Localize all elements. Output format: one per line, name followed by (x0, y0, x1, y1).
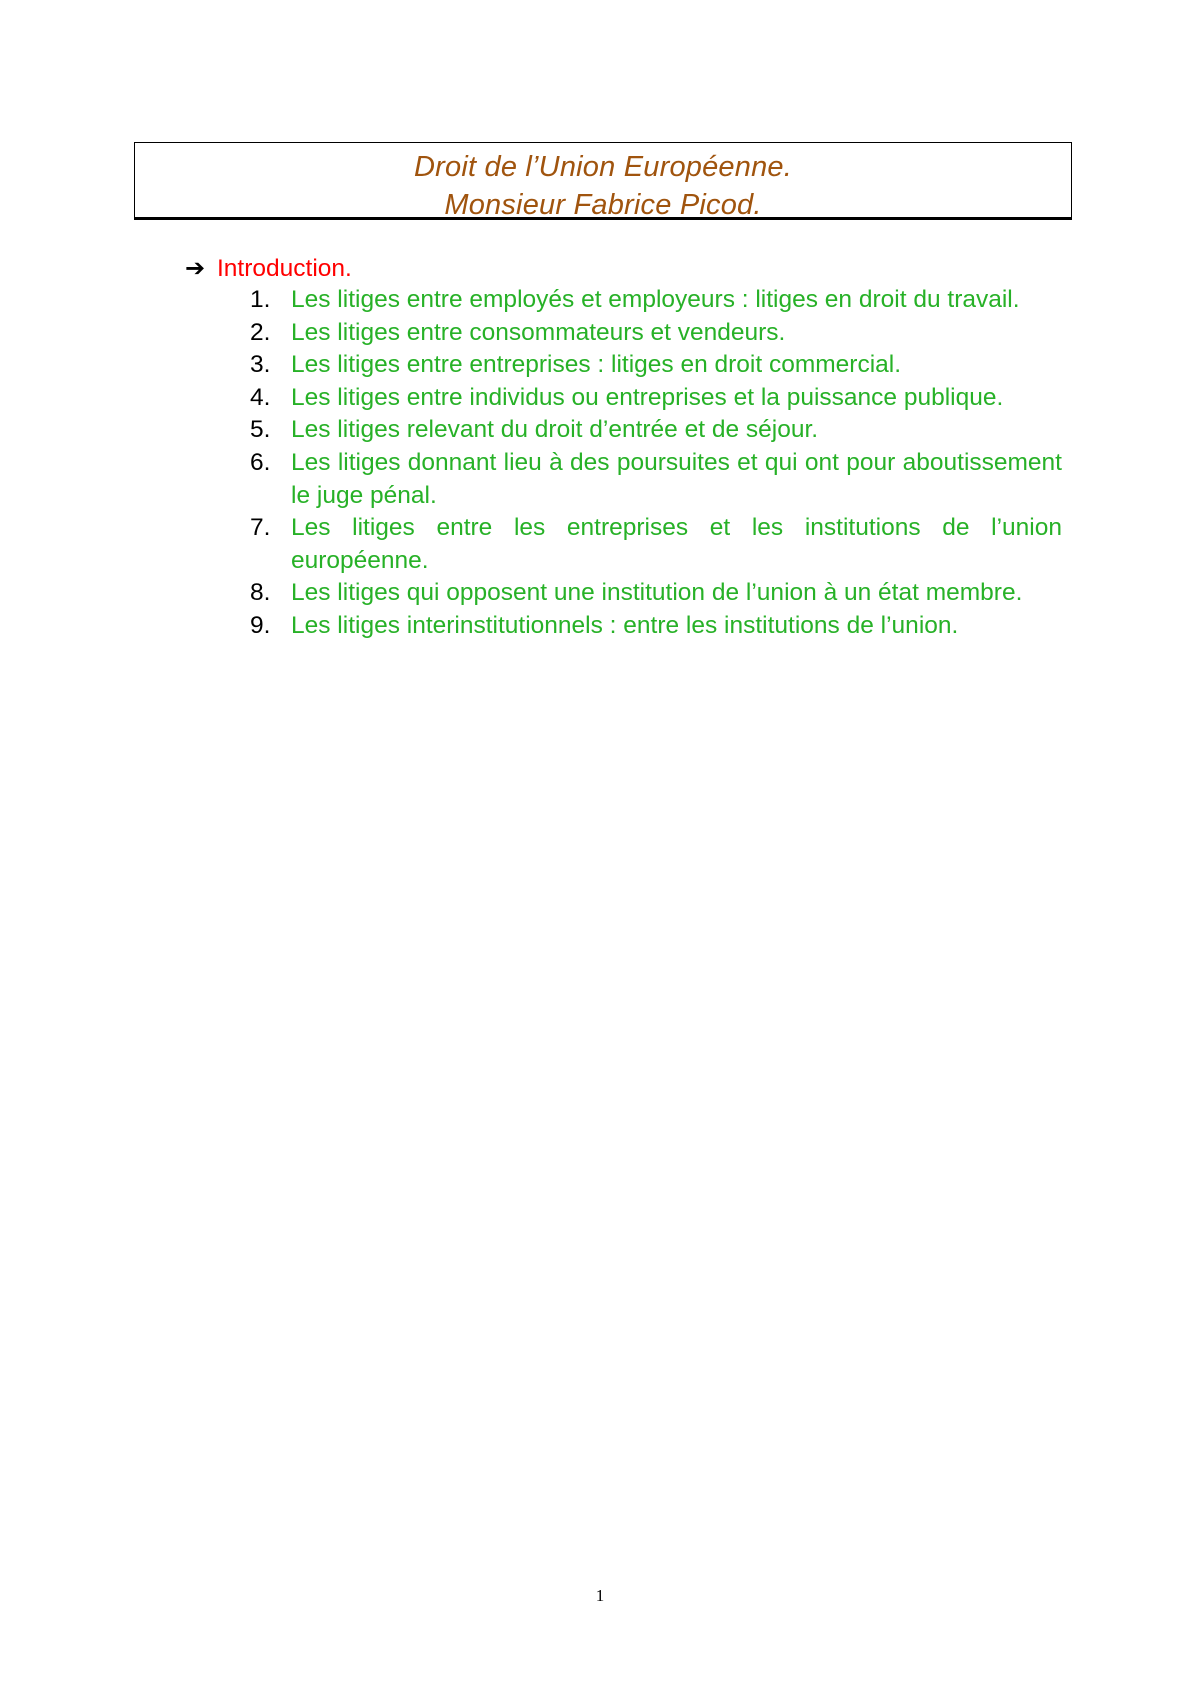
list-item-number: 5. (250, 416, 271, 444)
document-author: Monsieur Fabrice Picod. (444, 189, 762, 221)
list-item-text: Les litiges entre employés et employeurs : litiges en droit du travail. (291, 286, 1020, 313)
list-item-number: 4. (250, 383, 271, 411)
page-number: 1 (595, 1586, 605, 1605)
list-item-number: 1. (250, 286, 271, 313)
list-item (250, 382, 1062, 415)
list-item-number: 8. (250, 579, 271, 607)
list-item-text: Les litiges entre les entreprises et les institutions de l’union européenne. (291, 514, 1062, 574)
list-item-text: Les litiges interinstitutionnels : entre les institutions de l’union. (291, 611, 959, 639)
list-item-number: 6. (250, 448, 271, 476)
list-item (250, 512, 1062, 577)
list-item-number: 3. (250, 351, 271, 379)
section-heading: Introduction. (217, 255, 352, 282)
document-title: Droit de l’Union Européenne. (414, 151, 792, 183)
list-item-text: Les litiges entre individus ou entreprises et la puissance publique. (291, 383, 1004, 411)
list-item (250, 284, 1062, 317)
list-item (250, 317, 1062, 350)
list-item-text: Les litiges qui opposent une institution de l’union à un état membre. (291, 579, 1023, 607)
list-item-text: Les litiges entre consommateurs et vendeurs. (291, 318, 786, 346)
list-item-number: 7. (250, 514, 271, 542)
list-item-text: Les litiges entre entreprises : litiges en droit commercial. (291, 351, 902, 379)
list-item-text: Les litiges donnant lieu à des poursuites et qui ont pour aboutissement le juge pénal. (291, 448, 1062, 509)
list-item-number: 2. (250, 318, 271, 346)
list-item (250, 577, 1062, 610)
list-item (250, 414, 1062, 447)
title-box (134, 142, 1072, 220)
list-item (250, 447, 1062, 512)
list-item (250, 349, 1062, 382)
list-item (250, 610, 1062, 643)
section-heading-row (185, 252, 352, 286)
list-item-text: Les litiges relevant du droit d’entrée et de séjour. (291, 416, 819, 444)
litiges-list (250, 284, 1062, 643)
right-arrow-icon: ➔ (185, 254, 206, 282)
list-item-number: 9. (250, 611, 271, 639)
